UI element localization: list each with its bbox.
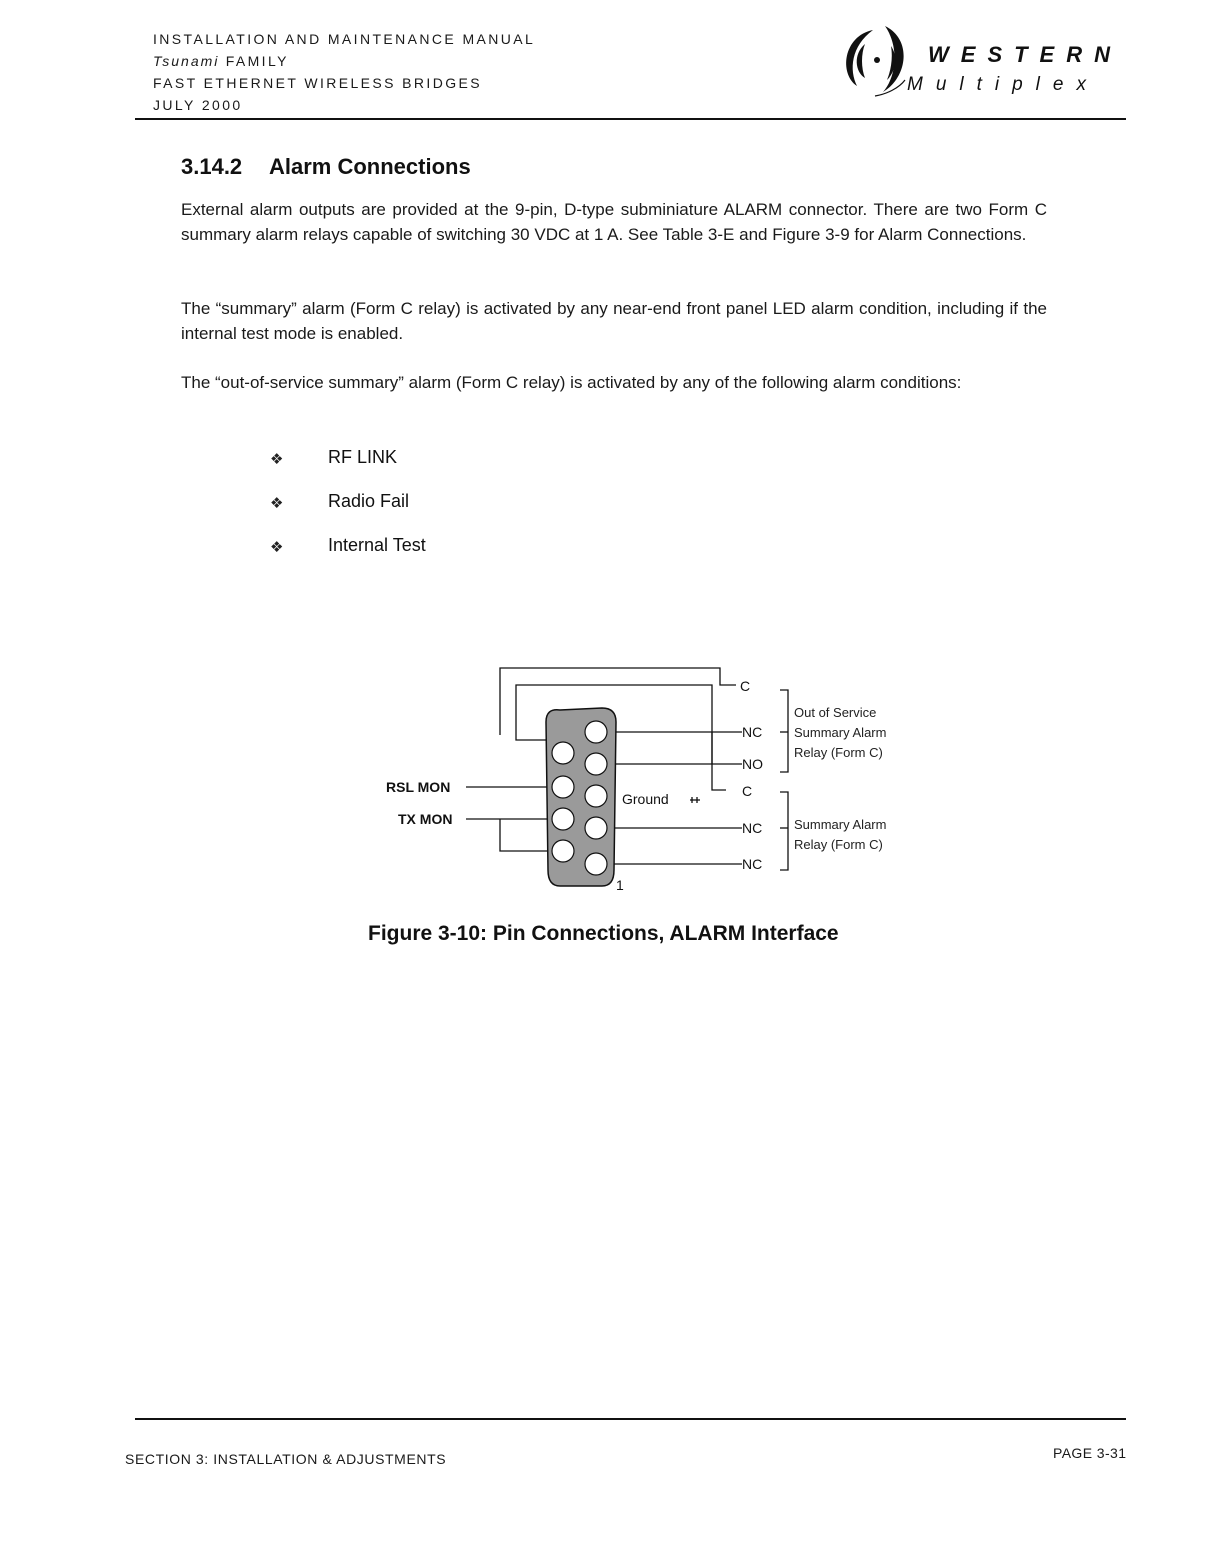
header-family <box>153 50 535 72</box>
alarm-connector-diagram <box>370 660 930 900</box>
pin-label-nc: NC <box>742 856 763 872</box>
header-manual-title: INSTALLATION AND MAINTENANCE MANUAL <box>153 31 536 47</box>
footer-page-number: PAGE 3-31 <box>1053 1445 1127 1461</box>
section-title: Alarm Connections <box>269 154 471 179</box>
rsl-mon-label: RSL MON <box>386 779 451 795</box>
document-header <box>153 28 535 116</box>
western-multiplex-logo <box>835 22 1125 102</box>
list-item <box>270 447 426 491</box>
section-heading <box>181 154 471 180</box>
header-date: JULY 2000 <box>153 97 243 113</box>
diamond-bullet-icon: ❖ <box>270 451 284 468</box>
logo-word-western: WESTERN <box>928 42 1122 67</box>
connector-pin <box>552 742 574 764</box>
group1-line3: Relay (Form C) <box>794 745 883 760</box>
footer-rule <box>135 1418 1126 1420</box>
paragraph-alarm-outputs: External alarm outputs are provided at the 9-pin, D-type subminiature ALARM connector. There are two Form C summary alarm relays capable of switching 30 VDC at 1 A. See Table 3-E and Figure 3-9 for Alarm Connections. <box>181 200 1047 244</box>
header-rule <box>135 118 1126 120</box>
logo-word-multiplex: Multiplex <box>907 74 1099 95</box>
footer-section: SECTION 3: INSTALLATION & ADJUSTMENTS <box>125 1451 447 1467</box>
list-item <box>270 535 426 579</box>
list-item-label: Radio Fail <box>328 491 410 511</box>
alarm-conditions-list <box>270 447 426 579</box>
section-number: 3.14.2 <box>181 154 243 179</box>
pin-one-label: 1 <box>616 877 624 893</box>
diamond-bullet-icon: ❖ <box>270 539 284 556</box>
list-item-label: Internal Test <box>328 535 426 555</box>
connector-pin <box>585 817 607 839</box>
connector-pin <box>585 853 607 875</box>
group2-line2: Relay (Form C) <box>794 837 883 852</box>
pin-label-nc: NC <box>742 724 763 740</box>
connector-pin <box>552 808 574 830</box>
header-family-italic: Tsunami <box>153 53 220 69</box>
connector-pin <box>552 776 574 798</box>
ground-label: Ground <box>622 791 669 807</box>
pin-label-nc: NC <box>742 820 763 836</box>
header-family-rest: FAMILY <box>219 53 289 69</box>
connector-pin <box>585 721 607 743</box>
group1-line1: Out of Service <box>794 705 877 720</box>
header-product: FAST ETHERNET WIRELESS BRIDGES <box>153 75 482 91</box>
pin-label-no: NO <box>742 756 763 772</box>
paragraph-summary-alarm: The “summary” alarm (Form C relay) is activated by any near-end front panel LED alarm condition, including if the internal test mode is enabled. <box>181 299 1047 343</box>
list-item-label: RF LINK <box>328 447 398 467</box>
pin-label-c: C <box>742 783 753 799</box>
group2-line1: Summary Alarm <box>794 817 887 832</box>
pin-label-c: C <box>740 678 751 694</box>
connector-pin <box>585 753 607 775</box>
figure-caption: Figure 3-10: Pin Connections, ALARM Interface <box>368 922 839 945</box>
connector-pin <box>552 840 574 862</box>
connector-pin <box>585 785 607 807</box>
group1-line2: Summary Alarm <box>794 725 887 740</box>
tx-mon-label: TX MON <box>398 811 453 827</box>
diamond-bullet-icon: ❖ <box>270 495 284 512</box>
paragraph-out-of-service-alarm: The “out-of-service summary” alarm (Form C relay) is activated by any of the following alarm conditions: <box>181 373 962 392</box>
list-item <box>270 491 426 535</box>
logo-mark-icon <box>835 22 915 102</box>
